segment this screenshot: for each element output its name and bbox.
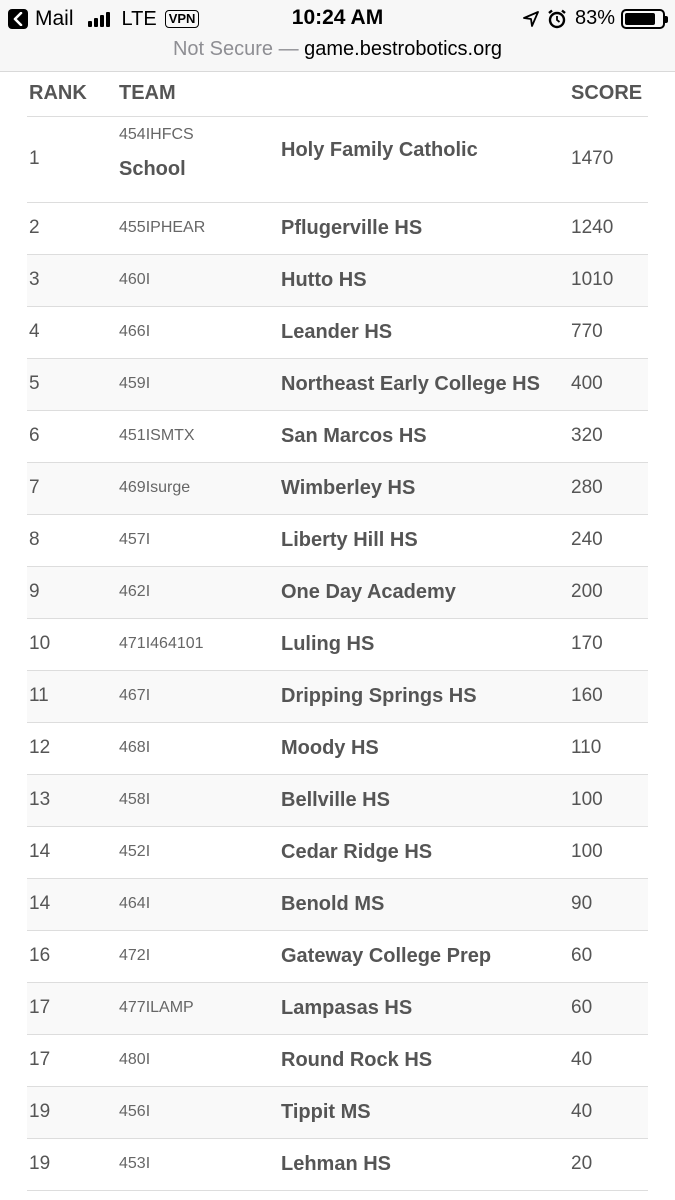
score-cell: 20 [571, 1138, 648, 1190]
rank-cell: 4 [27, 306, 119, 358]
table-header-row [27, 72, 648, 116]
team-code-cell: 477ILAMP [119, 982, 281, 1034]
table-row [27, 202, 648, 254]
team-name-cell: Northeast Early College HS [281, 358, 571, 410]
team-name-cell: Luling HS [281, 618, 571, 670]
team-name-cell: Cedar Ridge HS [281, 826, 571, 878]
team-code-cell: 457I [119, 514, 281, 566]
table-row [27, 930, 648, 982]
alarm-clock-icon [547, 9, 567, 29]
team-column-header[interactable]: TEAM [119, 72, 281, 116]
rank-cell: 12 [27, 722, 119, 774]
team-code-cell: 451ISMTX [119, 410, 281, 462]
rankings-table [27, 72, 648, 1191]
rank-cell: 13 [27, 774, 119, 826]
clock: 10:24 AM [291, 6, 384, 29]
team-code-cell: 480I [119, 1034, 281, 1086]
table-row [27, 116, 648, 202]
table-row [27, 358, 648, 410]
score-cell: 100 [571, 826, 648, 878]
team-code-cell: 460I [119, 254, 281, 306]
score-cell: 770 [571, 306, 648, 358]
team-name-cell: San Marcos HS [281, 410, 571, 462]
table-row [27, 514, 648, 566]
back-to-app-label[interactable]: Mail [35, 7, 74, 30]
rank-cell: 8 [27, 514, 119, 566]
team-name-continuation: School [119, 157, 186, 180]
team-code-cell: 467I [119, 670, 281, 722]
address-bar[interactable] [0, 38, 675, 72]
rank-cell: 17 [27, 982, 119, 1034]
battery-percent: 83% [574, 7, 615, 29]
score-cell: 60 [571, 930, 648, 982]
team-name-cell: Wimberley HS [281, 462, 571, 514]
table-row [27, 982, 648, 1034]
team-code-cell: 459I [119, 358, 281, 410]
rank-cell: 14 [27, 878, 119, 930]
rank-cell: 3 [27, 254, 119, 306]
team-name-cell: Pflugerville HS [281, 202, 571, 254]
rank-cell: 10 [27, 618, 119, 670]
score-cell: 40 [571, 1086, 648, 1138]
score-cell: 400 [571, 358, 648, 410]
team-code-cell: 455IPHEAR [119, 202, 281, 254]
team-name-cell: Tippit MS [281, 1086, 571, 1138]
network-type: LTE [121, 7, 157, 30]
team-name-cell: Lehman HS [281, 1138, 571, 1190]
team-code-cell: 469Isurge [119, 462, 281, 514]
team-name-cell: Bellville HS [281, 774, 571, 826]
team-code: 454IHFCS [119, 125, 194, 143]
table-row [27, 1086, 648, 1138]
table-row [27, 306, 648, 358]
url-host: game.bestrobotics.org [304, 38, 503, 60]
team-name-cell: One Day Academy [281, 566, 571, 618]
rank-cell: 2 [27, 202, 119, 254]
score-cell: 1010 [571, 254, 648, 306]
score-cell: 60 [571, 982, 648, 1034]
score-cell: 1240 [571, 202, 648, 254]
team-code-cell: 471I464101 [119, 618, 281, 670]
rank-cell: 19 [27, 1138, 119, 1190]
vpn-badge: VPN [165, 10, 200, 28]
score-cell: 100 [571, 774, 648, 826]
score-cell: 110 [571, 722, 648, 774]
table-row [27, 618, 648, 670]
team-name: Holy Family Catholic [281, 138, 478, 161]
rank-cell: 11 [27, 670, 119, 722]
team-name-cell: Hutto HS [281, 254, 571, 306]
rank-cell: 19 [27, 1086, 119, 1138]
rank-cell: 16 [27, 930, 119, 982]
score-cell: 160 [571, 670, 648, 722]
rank-cell: 6 [27, 410, 119, 462]
table-row [27, 1034, 648, 1086]
back-arrow-icon[interactable] [8, 9, 28, 29]
location-arrow-icon [523, 11, 539, 27]
team-name-cell: Dripping Springs HS [281, 670, 571, 722]
team-name-cell: Lampasas HS [281, 982, 571, 1034]
score-cell: 200 [571, 566, 648, 618]
rank-cell: 9 [27, 566, 119, 618]
table-row [27, 774, 648, 826]
team-name-cell: Moody HS [281, 722, 571, 774]
status-bar [0, 0, 675, 38]
team-code-cell: 456I [119, 1086, 281, 1138]
score-cell: 170 [571, 618, 648, 670]
table-row [27, 410, 648, 462]
score-cell: 1470 [571, 116, 648, 202]
team-code-cell: 458I [119, 774, 281, 826]
security-status: Not Secure [172, 38, 274, 60]
rank-cell: 14 [27, 826, 119, 878]
score-cell: 320 [571, 410, 648, 462]
url-separator: — [278, 38, 299, 60]
team-code-cell: 464I [119, 878, 281, 930]
score-cell: 40 [571, 1034, 648, 1086]
rank-cell: 7 [27, 462, 119, 514]
score-cell: 280 [571, 462, 648, 514]
rank-column-header[interactable]: RANK [27, 72, 119, 116]
table-row [27, 722, 648, 774]
rank-cell: 5 [27, 358, 119, 410]
rank-cell: 1 [27, 116, 119, 202]
team-code-cell: 462I [119, 566, 281, 618]
rankings-table-container [27, 72, 648, 1191]
signal-strength-icon [88, 11, 112, 27]
table-row [27, 670, 648, 722]
team-code-cell: 452I [119, 826, 281, 878]
team-name-cell [281, 116, 571, 202]
table-row [27, 878, 648, 930]
score-cell: 240 [571, 514, 648, 566]
score-column-header[interactable]: SCORE [571, 72, 648, 116]
table-row [27, 254, 648, 306]
team-code-cell [119, 116, 281, 202]
team-name-column-header [281, 72, 571, 116]
table-row [27, 1138, 648, 1190]
team-code-cell: 468I [119, 722, 281, 774]
team-code-cell: 466I [119, 306, 281, 358]
team-code-cell: 453I [119, 1138, 281, 1190]
team-code-cell: 472I [119, 930, 281, 982]
table-row [27, 566, 648, 618]
team-name-cell: Gateway College Prep [281, 930, 571, 982]
battery-icon [621, 9, 665, 29]
table-row [27, 462, 648, 514]
battery-level-fill [625, 13, 655, 25]
team-name-cell: Liberty Hill HS [281, 514, 571, 566]
team-name-cell: Round Rock HS [281, 1034, 571, 1086]
table-row [27, 826, 648, 878]
team-name-cell: Leander HS [281, 306, 571, 358]
score-cell: 90 [571, 878, 648, 930]
rank-cell: 17 [27, 1034, 119, 1086]
team-name-cell: Benold MS [281, 878, 571, 930]
